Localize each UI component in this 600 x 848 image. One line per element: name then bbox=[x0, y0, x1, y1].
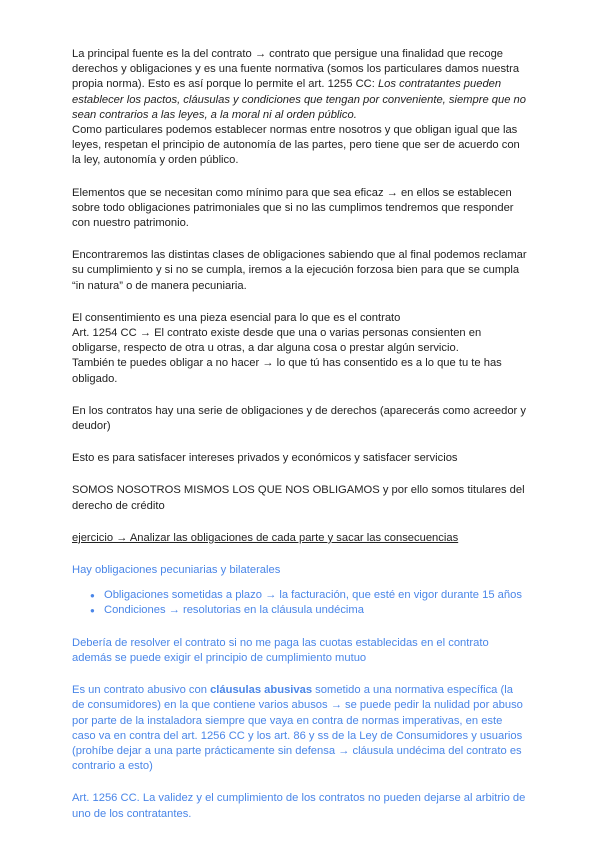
abusive-pre: Es un contrato abusivo con bbox=[72, 684, 211, 697]
paragraph-obligation-classes: Encontraremos las distintas clases de obligaciones sabiendo que al final podemos reclamar su cumplimiento y si no se cumpla, iremos a la ejecución forzosa bien para que se cumpla “in natura” o de manera pecuniaria. bbox=[72, 249, 527, 292]
exercise-heading: ejercicio → Analizar las obligaciones de cada parte y sacar las consecuencias bbox=[72, 531, 459, 544]
paragraph-resolve-contract: Debería de resolver el contrato si no me paga las cuotas establecidas en el contrato además se puede exigir el principio de cumplimiento mutuo bbox=[72, 636, 489, 664]
article-1254-line: Art. 1254 CC → El contrato existe desde que una o varias personas consienten en obligarse, respecto de otra u otras, a dar alguna cosa o prestar algún servicio. bbox=[72, 327, 482, 355]
caps-statement: SOMOS NOSOTROS MISMOS LOS QUE NOS OBLIGAMOS bbox=[72, 484, 380, 497]
paragraph-article-1256: Art. 1256 CC. La validez y el cumplimiento de los contratos no pueden dejarse al arbitrio de uno de los contratantes. bbox=[72, 792, 526, 820]
paragraph-party-autonomy: Como particulares podemos establecer normas entre nosotros y que obligan igual que las leyes, respetan el principio de autonomía de las partes, pero tiene que ser de acuerdo con la ley, autonomía y orden público. bbox=[72, 124, 520, 167]
obligations-list bbox=[72, 588, 528, 618]
paragraph-minimum-elements: Elementos que se necesitan como mínimo para que sea eficaz → en ellos se establecen sobre todo obligaciones patrimoniales que si no las cumplimos tendremos que responder con nuestro patrimonio. bbox=[72, 186, 514, 230]
paragraph-pecuniary-obligations: Hay obligaciones pecuniarias y bilaterales bbox=[72, 564, 281, 577]
paragraph-contract-source bbox=[72, 47, 528, 123]
paragraph-credit-right bbox=[72, 483, 528, 513]
paragraph-consent bbox=[72, 311, 528, 387]
article-1255-quote: Los contratantes pueden establecer los pactos, cláusulas y condiciones que tengan por conveniente, siempre que no sean contrarios a las leyes, a la moral ni al orden público. bbox=[72, 78, 527, 121]
abusive-post: sometido a una normativa específica (la de consumidores) en la que contiene varios abusos → se puede pedir la nulidad por abuso por parte de la instaladora siempre que vaya en contra de normas imperativas, en este caso va en contra del art. 1256 CC y los art. 86 y ss de la Ley de Consumidores y usuarios (prohíbe dejar a una parte prácticamente sin defensa → cláusula undécima del contrato es contrario a esto) bbox=[72, 684, 523, 773]
consent-line: El consentimiento es una pieza esencial para lo que es el contrato bbox=[72, 311, 401, 324]
list-item: ● Obligaciones sometidas a plazo → la facturación, que esté en vigor durante 15 años bbox=[90, 588, 528, 603]
document-page bbox=[72, 47, 528, 822]
paragraph-text: La principal fuente es la del contrato → contrato que persigue una finalidad que recoge derechos y obligaciones y es una fuente normativa (somos los particulares damos nuestra propia norma). Esto es así porque lo permite el art. 1255 CC: bbox=[72, 48, 520, 91]
caps-statement-rest: y por ello somos titulares del derecho de crédito bbox=[72, 484, 525, 512]
paragraph-interests: Esto es para satisfacer intereses privados y económicos y satisfacer servicios bbox=[72, 452, 458, 465]
paragraph-obligations-rights: En los contratos hay una serie de obligaciones y de derechos (aparecerás como acreedor y deudor) bbox=[72, 404, 526, 433]
not-doing-line: También te puedes obligar a no hacer → lo que tú has consentido es a lo que tu te has obligado. bbox=[72, 357, 502, 385]
abusive-clauses-bold: cláusulas abusivas bbox=[210, 684, 313, 697]
list-item: ● Condiciones → resolutorias en la cláusula undécima bbox=[90, 603, 528, 618]
paragraph-abusive-contract bbox=[72, 683, 528, 774]
